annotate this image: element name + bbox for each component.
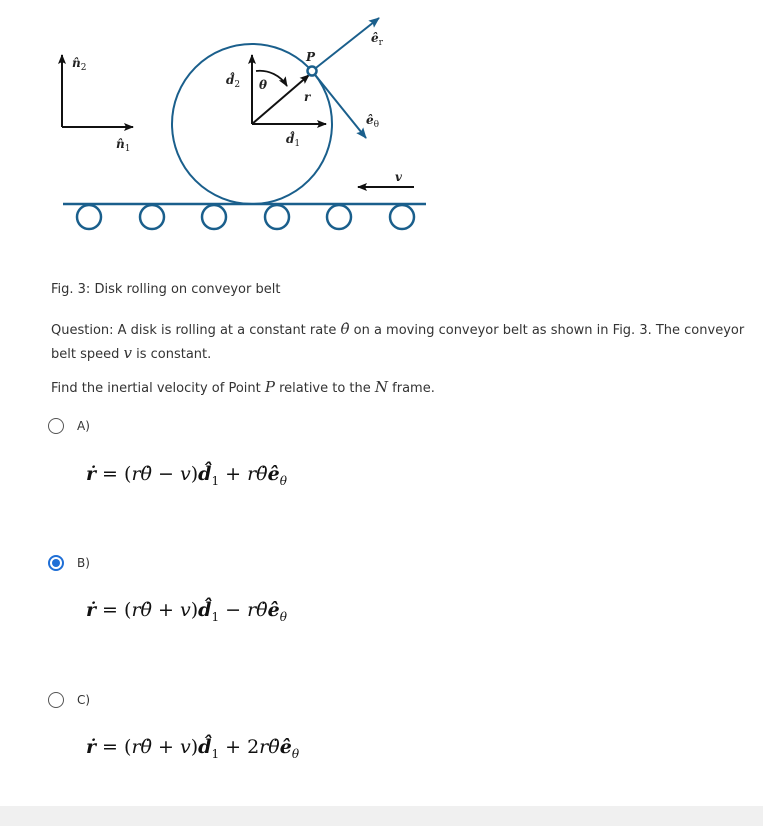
find-instruction: Find the inertial velocity of Point P relative to the N frame. [51,378,435,396]
option-b-equation: ṙ = (rθ̇ + $v)d̂_1$ − $r\thetȧê_\theta$ [86,599,287,624]
radio-dot-icon [52,559,60,567]
n1-label: $n̂_1$ [116,137,131,154]
conveyor-rollers [77,205,414,229]
p-label: P [306,50,316,64]
r-label: r [304,90,311,104]
option-a-equation: ṙ = (rθ̇ − $v)d̂_1$ + $r\thetȧê_\theta$ [86,463,287,488]
theta-dot-symbol: θ̇ [340,320,350,338]
option-c-radio[interactable]: C) [48,692,90,708]
figure-svg [40,10,460,245]
page-footer-bar [0,806,763,826]
roller [390,205,414,229]
conveyor-disk-figure [40,10,460,245]
d1-label: $d̂_1$ [286,132,301,149]
radio-button-selected[interactable] [48,555,64,571]
roller [77,205,101,229]
n2-label: $n̂_2$ [72,56,87,73]
option-b-radio[interactable]: B) [48,555,90,571]
point-p-marker [308,67,317,76]
option-a-radio[interactable]: A) [48,418,90,434]
v-label: v [395,170,402,184]
er-label: $ê_r$ [371,31,383,48]
roller [140,205,164,229]
etheta-label: $ê_\theta$ [366,113,380,130]
etheta-vector [312,71,366,138]
roller [327,205,351,229]
question-text: Question: A disk is rolling at a constant rate θ̇ on a moving conveyor belt as shown in Fig. 3. The conveyor belt speed v is constant. [51,320,745,362]
d2-label: $d̂_2$ [226,73,241,90]
theta-label: θ [259,78,268,92]
figure-caption: Fig. 3: Disk rolling on conveyor belt [51,282,281,297]
roller [202,205,226,229]
roller [265,205,289,229]
radio-button-unselected[interactable] [48,418,64,434]
option-c-equation: ṙ = (rθ̇ + $v)d̂_1$ + $2r\thetȧê_\theta$ [86,736,300,761]
er-vector [312,18,379,71]
speed-symbol: v [123,344,132,362]
radio-button-unselected[interactable] [48,692,64,708]
